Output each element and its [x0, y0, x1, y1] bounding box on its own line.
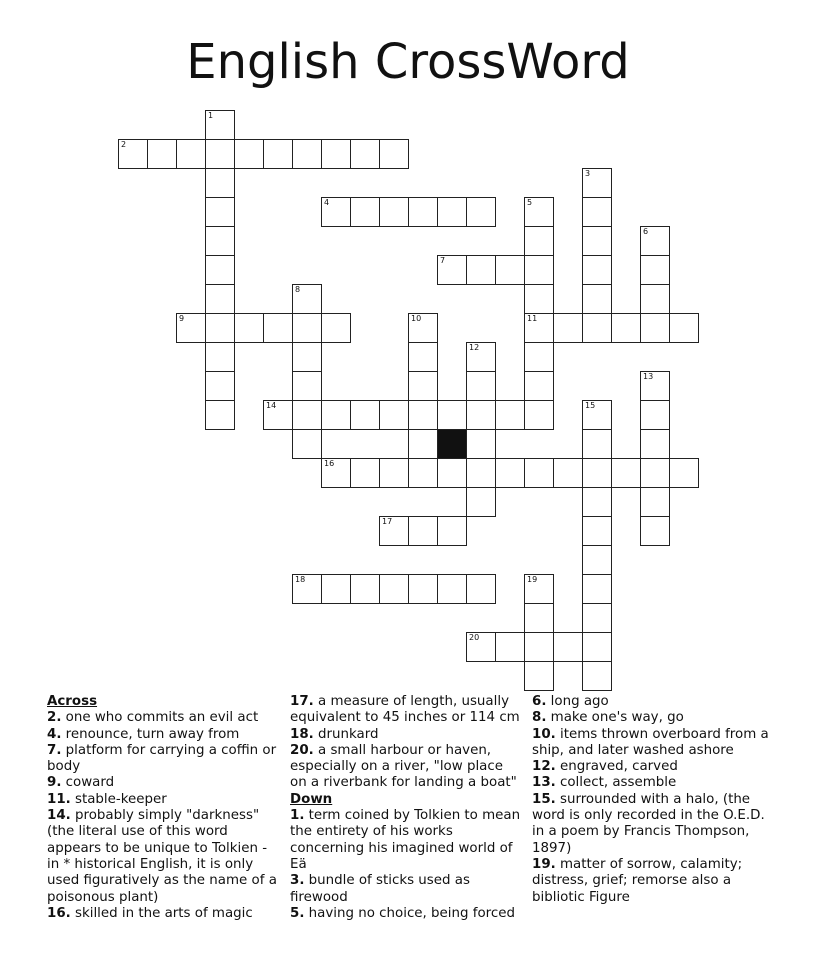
grid-cell[interactable] — [495, 458, 525, 488]
grid-cell[interactable] — [669, 313, 699, 343]
grid-cell[interactable] — [205, 255, 235, 285]
grid-cell[interactable] — [321, 197, 351, 227]
grid-cell[interactable] — [205, 168, 235, 198]
grid-cell[interactable] — [582, 603, 612, 633]
grid-cell[interactable] — [437, 197, 467, 227]
grid-cell[interactable] — [640, 400, 670, 430]
grid-cell[interactable] — [321, 400, 351, 430]
clue-text: probably simply "darkness" (the literal use of this word appears to be unique to Tolkien - in * historical English, it is only used figuratively as the name of a poisonous plant) — [47, 808, 277, 905]
grid-cell[interactable] — [408, 371, 438, 401]
clue-num: 12. — [532, 759, 556, 775]
grid-cell[interactable] — [582, 313, 612, 343]
grid-cell[interactable] — [582, 255, 612, 285]
grid-cell[interactable] — [524, 632, 554, 662]
grid-cell[interactable] — [292, 139, 322, 169]
grid-cell[interactable] — [321, 313, 351, 343]
grid-cell[interactable] — [466, 197, 496, 227]
clue-1 — [290, 808, 522, 873]
grid-cell[interactable] — [292, 400, 322, 430]
clue-10 — [532, 727, 772, 760]
clue-num: 17. — [290, 694, 314, 709]
clue-number: 6 — [643, 227, 649, 236]
grid-cell[interactable] — [466, 632, 496, 662]
clue-number: 5 — [527, 198, 533, 207]
grid-cell[interactable] — [350, 197, 380, 227]
grid-cell[interactable] — [524, 226, 554, 256]
grid-cell[interactable] — [640, 429, 670, 459]
grid-cell[interactable] — [321, 139, 351, 169]
grid-cell[interactable] — [350, 574, 380, 604]
clue-14 — [47, 808, 277, 906]
grid-cell[interactable] — [408, 197, 438, 227]
clue-text: drunkard — [313, 726, 379, 742]
clue-number: 1 — [208, 111, 214, 120]
down-heading: Down — [290, 791, 333, 807]
grid-cell[interactable] — [640, 226, 670, 256]
clue-num: 18. — [290, 726, 314, 742]
grid-cell[interactable] — [466, 255, 496, 285]
clue-20 — [290, 743, 522, 792]
clue-number: 2 — [121, 140, 127, 149]
grid-cell[interactable] — [466, 429, 496, 459]
clue-text: term coined by Tolkien to mean the entirety of his works concerning his imagined world of Eä — [290, 808, 521, 872]
clue-num: 14. — [47, 808, 71, 824]
clue-5 — [290, 906, 522, 922]
grid-cell[interactable] — [524, 458, 554, 488]
grid-cell[interactable] — [437, 574, 467, 604]
grid-cell[interactable] — [147, 139, 177, 169]
grid-cell[interactable] — [524, 313, 554, 343]
clue-text: engraved, carved — [555, 759, 678, 775]
clue-num: 15. — [532, 791, 556, 807]
grid-cell[interactable] — [379, 400, 409, 430]
clue-text: coward — [61, 775, 115, 791]
grid-cell[interactable] — [408, 400, 438, 430]
grid-cell[interactable] — [292, 429, 322, 459]
grid-cell[interactable] — [234, 139, 264, 169]
clue-num: 8. — [532, 710, 547, 726]
clue-6 — [532, 694, 772, 710]
grid-cell[interactable] — [205, 371, 235, 401]
clue-num: 13. — [532, 775, 556, 791]
clue-13 — [532, 775, 772, 791]
clue-number: 18 — [295, 575, 306, 584]
grid-cell[interactable] — [292, 371, 322, 401]
grid-cell[interactable] — [205, 400, 235, 430]
clue-number: 11 — [527, 314, 538, 323]
clue-text: surrounded with a halo, (the word is only recorded in the O.E.D. in a poem by Francis Thompson, 1897) — [532, 791, 765, 856]
clue-number: 8 — [295, 285, 301, 294]
clue-text: stable-keeper — [70, 791, 167, 807]
clue-12 — [532, 759, 772, 775]
grid-cell[interactable] — [437, 255, 467, 285]
grid-cell[interactable] — [292, 574, 322, 604]
grid-cell[interactable] — [408, 313, 438, 343]
grid-cell[interactable] — [118, 139, 148, 169]
clue-num: 16. — [47, 905, 71, 921]
clue-text: items thrown overboard from a ship, and later washed ashore — [532, 726, 769, 758]
clue-3 — [290, 873, 522, 906]
clue-text: platform for carrying a coffin or body — [47, 742, 277, 775]
grid-cell[interactable] — [669, 458, 699, 488]
clue-text: long ago — [546, 694, 609, 709]
grid-cell[interactable] — [466, 574, 496, 604]
grid-cell[interactable] — [495, 632, 525, 662]
clue-number: 14 — [266, 401, 277, 410]
grid-cell[interactable] — [582, 458, 612, 488]
grid-cell[interactable] — [524, 574, 554, 604]
grid-cell[interactable] — [582, 632, 612, 662]
clue-num: 1. — [290, 808, 305, 824]
clue-16 — [47, 906, 277, 922]
grid-cell[interactable] — [582, 516, 612, 546]
grid-cell[interactable] — [524, 371, 554, 401]
grid-cell[interactable] — [582, 661, 612, 691]
grid-cell[interactable] — [466, 487, 496, 517]
clue-text: make one's way, go — [546, 710, 684, 726]
grid-cell[interactable] — [582, 574, 612, 604]
clue-text: skilled in the arts of magic — [70, 905, 253, 921]
clue-7 — [47, 743, 277, 776]
grid-cell[interactable] — [408, 574, 438, 604]
clue-text: renounce, turn away from — [61, 726, 240, 742]
grid-cell[interactable] — [640, 516, 670, 546]
grid-cell[interactable] — [495, 255, 525, 285]
grid-cell[interactable] — [263, 139, 293, 169]
grid-cell[interactable] — [263, 313, 293, 343]
grid-cell[interactable] — [176, 139, 206, 169]
clue-4 — [47, 727, 277, 743]
clue-number: 12 — [469, 343, 480, 352]
clue-number: 13 — [643, 372, 654, 381]
grid-cell[interactable] — [205, 313, 235, 343]
grid-cell[interactable] — [524, 197, 554, 227]
blocked-cell — [437, 429, 467, 459]
grid-cell[interactable] — [437, 458, 467, 488]
clue-text: matter of sorrow, calamity; distress, grief; remorse also a bibliotic Figure — [532, 856, 743, 905]
clue-number: 7 — [440, 256, 446, 265]
clue-number: 4 — [324, 198, 330, 207]
grid-cell[interactable] — [379, 574, 409, 604]
grid-cell[interactable] — [553, 313, 583, 343]
grid-cell[interactable] — [524, 603, 554, 633]
clue-number: 15 — [585, 401, 596, 410]
grid-cell[interactable] — [350, 400, 380, 430]
clue-number: 16 — [324, 459, 335, 468]
grid-cell[interactable] — [379, 139, 409, 169]
grid-cell[interactable] — [205, 342, 235, 372]
grid-cell[interactable] — [205, 139, 235, 169]
clue-text: a small harbour or haven, especially on a river, "low place on a riverbank for landing a boat" — [290, 742, 517, 791]
clue-text: bundle of sticks used as firewood — [290, 873, 470, 905]
grid-cell[interactable] — [582, 197, 612, 227]
clue-8 — [532, 710, 772, 726]
grid-cell[interactable] — [466, 400, 496, 430]
clue-2 — [47, 710, 277, 726]
grid-cell[interactable] — [205, 284, 235, 314]
grid-cell[interactable] — [582, 284, 612, 314]
grid-cell[interactable] — [611, 313, 641, 343]
grid-cell[interactable] — [379, 516, 409, 546]
grid-cell[interactable] — [553, 458, 583, 488]
grid-cell[interactable] — [524, 284, 554, 314]
grid-cell[interactable] — [379, 197, 409, 227]
clue-num: 5. — [290, 905, 305, 921]
clue-number: 20 — [469, 633, 480, 642]
clue-num: 11. — [47, 791, 71, 807]
clue-19 — [532, 857, 772, 906]
clue-text: a measure of length, usually equivalent to 45 inches or 114 cm — [290, 694, 520, 726]
grid-cell[interactable] — [524, 661, 554, 691]
grid-cell[interactable] — [321, 574, 351, 604]
clues-column-2 — [290, 694, 522, 922]
grid-cell[interactable] — [205, 226, 235, 256]
grid-cell[interactable] — [292, 342, 322, 372]
page-title: English CrossWord — [186, 34, 630, 90]
grid-cell[interactable] — [640, 371, 670, 401]
grid-cell[interactable] — [582, 168, 612, 198]
grid-cell[interactable] — [466, 458, 496, 488]
clue-9 — [47, 775, 277, 791]
grid-cell[interactable] — [640, 255, 670, 285]
grid-cell[interactable] — [495, 400, 525, 430]
clue-num: 19. — [532, 856, 556, 872]
clue-num: 3. — [290, 873, 305, 889]
clue-number: 10 — [411, 314, 422, 323]
clues-column-3 — [532, 694, 772, 906]
clue-num: 20. — [290, 742, 314, 758]
grid-cell[interactable] — [205, 197, 235, 227]
grid-cell[interactable] — [582, 400, 612, 430]
clue-text: collect, assemble — [555, 775, 677, 791]
clue-num: 2. — [47, 710, 62, 726]
clue-number: 3 — [585, 169, 591, 178]
grid-cell[interactable] — [582, 226, 612, 256]
clue-num: 10. — [532, 726, 556, 742]
clue-11 — [47, 792, 277, 808]
grid-cell[interactable] — [582, 429, 612, 459]
clue-17 — [290, 694, 522, 727]
grid-cell[interactable] — [611, 458, 641, 488]
grid-cell[interactable] — [524, 342, 554, 372]
clue-num: 7. — [47, 742, 62, 758]
clue-num: 4. — [47, 726, 62, 742]
grid-cell[interactable] — [582, 487, 612, 517]
grid-cell[interactable] — [234, 313, 264, 343]
grid-cell[interactable] — [640, 458, 670, 488]
grid-cell[interactable] — [379, 458, 409, 488]
grid-cell[interactable] — [408, 342, 438, 372]
clues-column-1 — [47, 694, 277, 922]
across-heading: Across — [47, 694, 98, 709]
grid-cell[interactable] — [640, 284, 670, 314]
grid-cell[interactable] — [640, 487, 670, 517]
clue-number: 17 — [382, 517, 393, 526]
grid-cell[interactable] — [640, 313, 670, 343]
clue-text: one who commits an evil act — [61, 710, 259, 726]
grid-cell[interactable] — [466, 342, 496, 372]
grid-cell[interactable] — [321, 458, 351, 488]
clue-text: having no choice, being forced — [304, 905, 515, 921]
grid-cell[interactable] — [408, 516, 438, 546]
clue-num: 6. — [532, 694, 547, 709]
clue-number: 9 — [179, 314, 185, 323]
clue-15 — [532, 792, 772, 857]
grid-cell[interactable] — [466, 371, 496, 401]
grid-cell[interactable] — [408, 429, 438, 459]
grid-cell[interactable] — [524, 400, 554, 430]
grid-cell[interactable] — [350, 139, 380, 169]
grid-cell[interactable] — [437, 516, 467, 546]
grid-cell[interactable] — [292, 284, 322, 314]
grid-cell[interactable] — [176, 313, 206, 343]
grid-cell[interactable] — [582, 545, 612, 575]
grid-cell[interactable] — [350, 458, 380, 488]
grid-cell[interactable] — [292, 313, 322, 343]
grid-cell[interactable] — [263, 400, 293, 430]
clue-18 — [290, 727, 522, 743]
grid-cell[interactable] — [437, 400, 467, 430]
clue-num: 9. — [47, 775, 62, 791]
grid-cell[interactable] — [408, 458, 438, 488]
grid-cell[interactable] — [553, 632, 583, 662]
grid-cell[interactable] — [524, 255, 554, 285]
clue-number: 19 — [527, 575, 538, 584]
grid-cell[interactable] — [205, 110, 235, 140]
